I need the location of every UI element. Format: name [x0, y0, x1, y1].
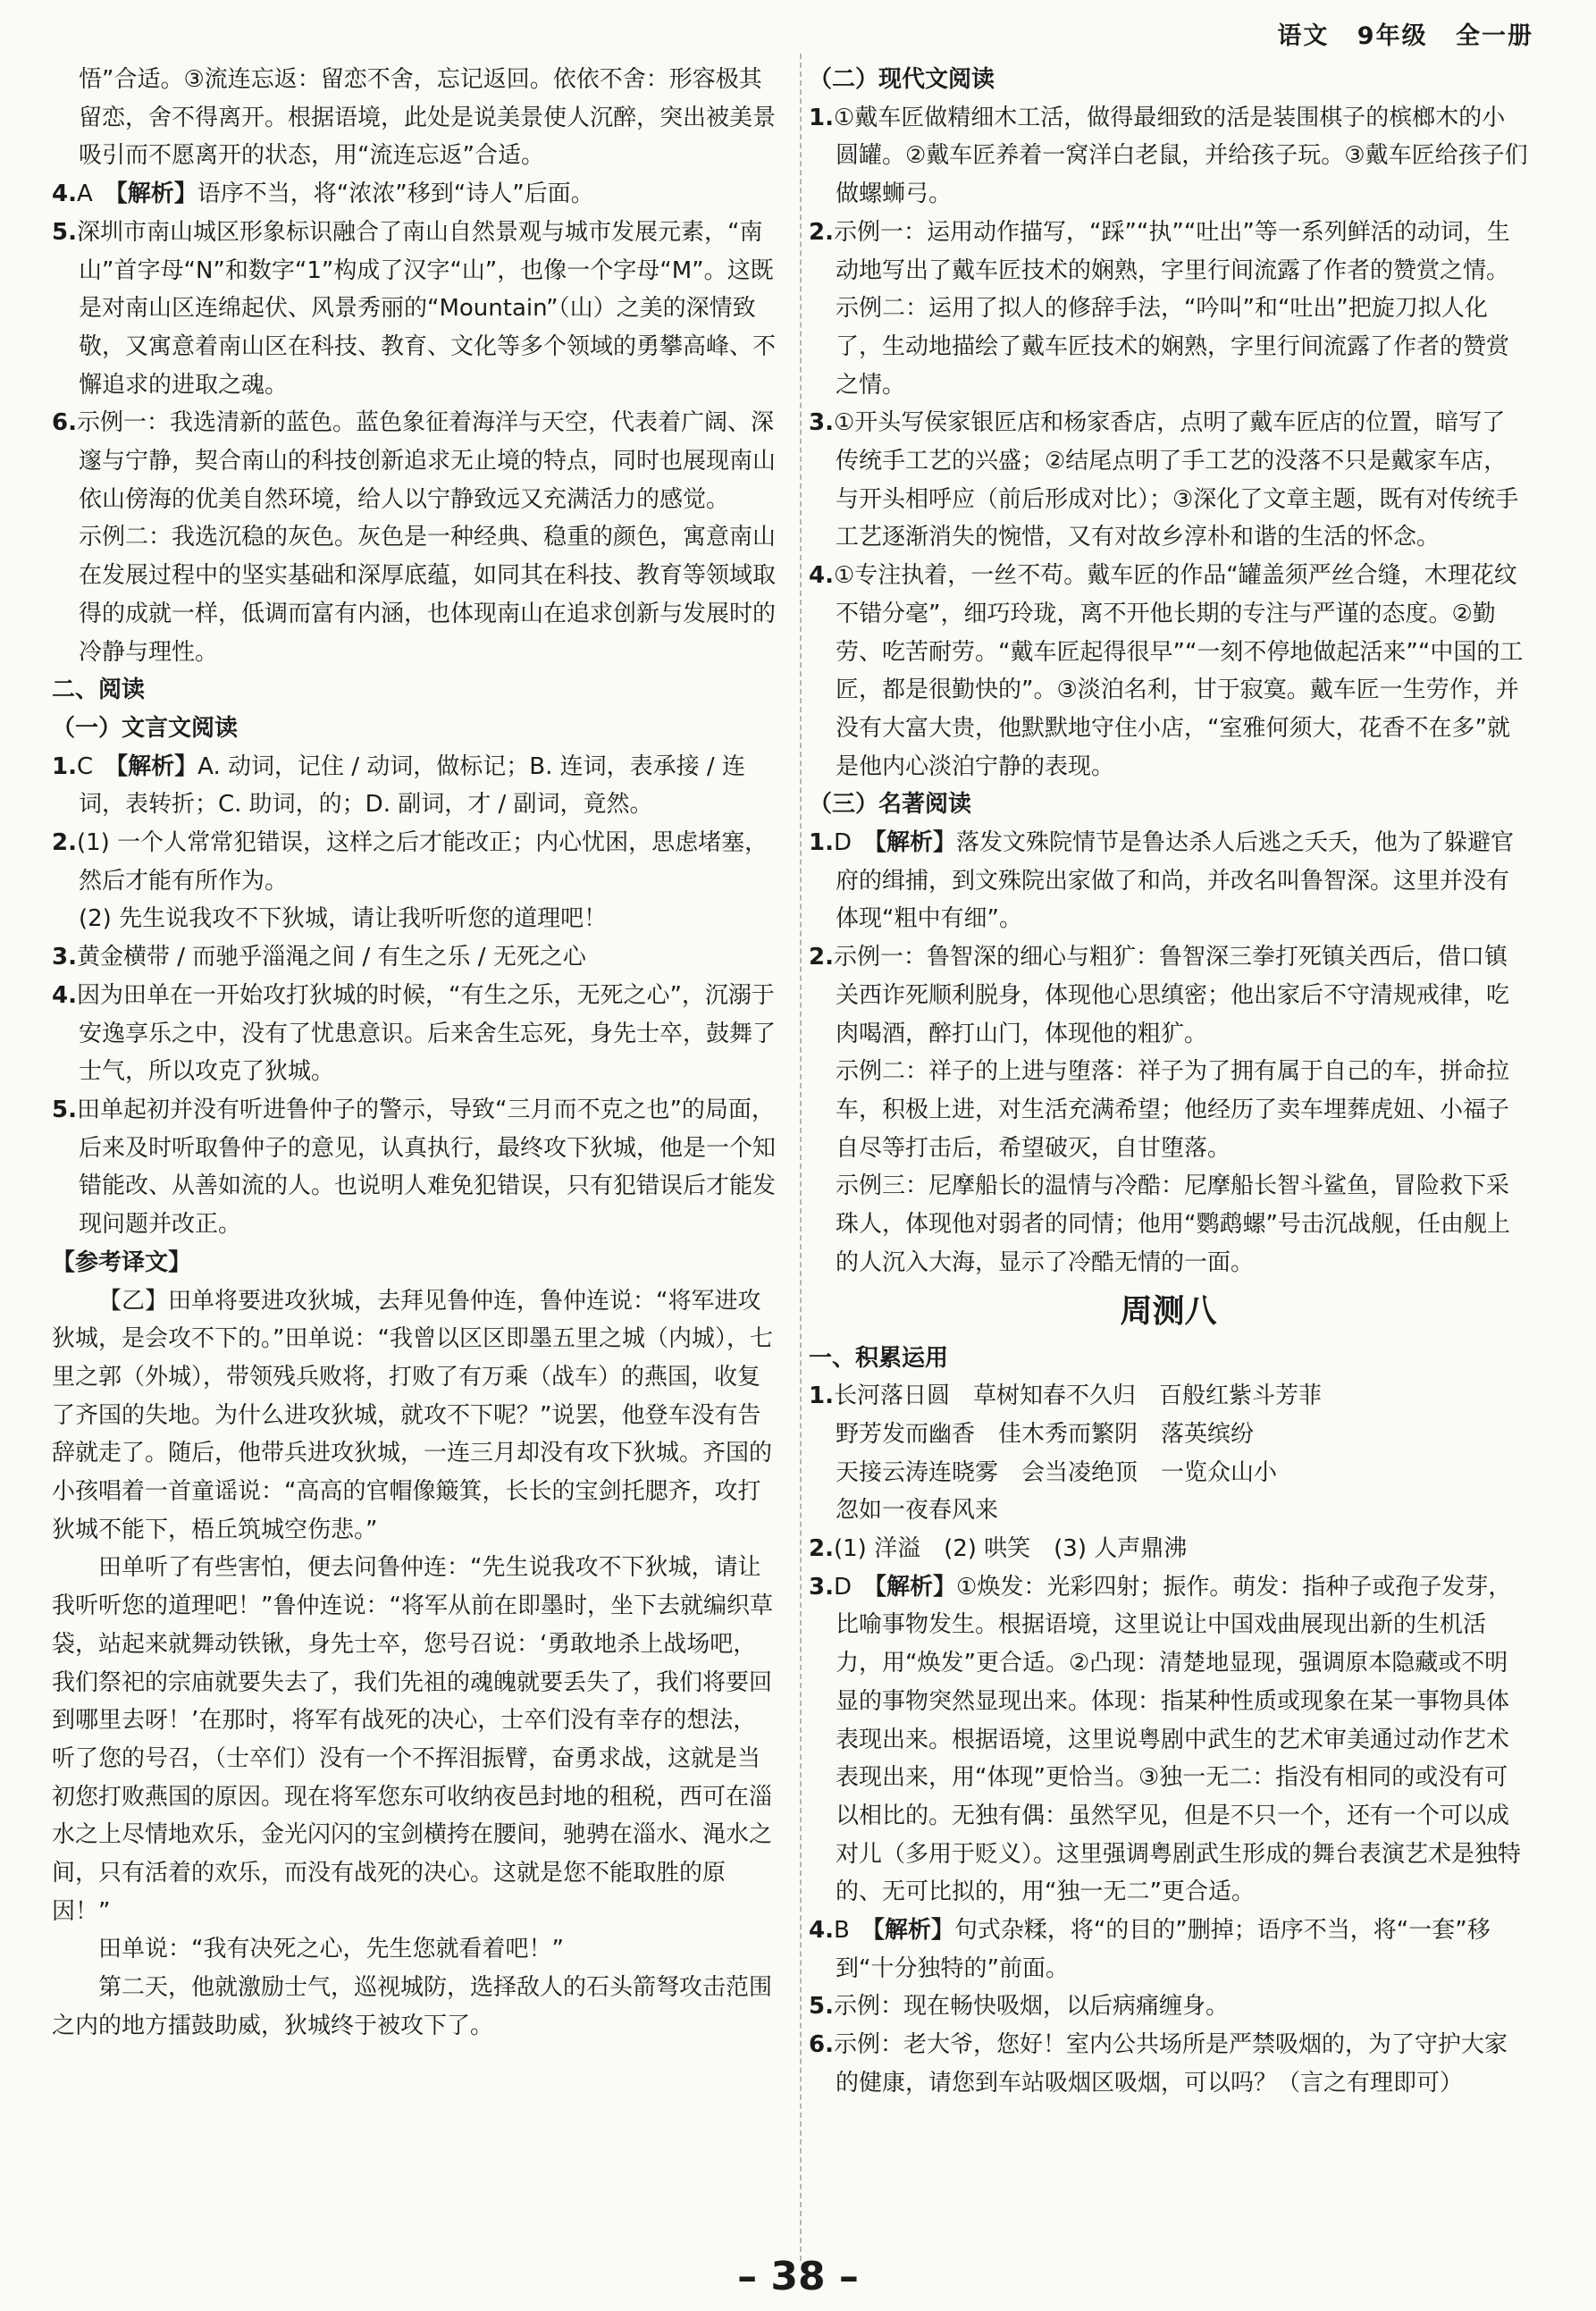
reference-translation-title: 【参考译文】 — [52, 1248, 192, 1276]
section-reading: 二、阅读 — [52, 676, 146, 704]
translation-para-4: 第二天，他就激励士气，巡视城防，选择敌人的石头箭弩攻击范围之内的地方擂鼓助威，狄城终于被攻下了。 — [52, 1974, 773, 2039]
answer-6: 6.示例一：我选清新的蓝色。蓝色象征着海洋与天空，代表着广阔、深邃与宁静，契合南山的科技创新追求无止境的特点，同时也展现南山依山傍海的优美自然环境，给人以宁静致远又充满活力的感觉。 — [52, 409, 777, 513]
left-column — [52, 61, 776, 2046]
answer-5: 5.深圳市南山城区形象标识融合了南山自然景观与城市发展元素，“南山”首字母“N”和数字“1”构成了汉字“山”，也像一个字母“M”。这既是对南山区连绵起伏、风景秀丽的“Mountain”（山）之美的深情致敬，又寓意着南山区在科技、教育、文化等多个领域的勇攀高峰、不懈追求的进取之魂。 — [52, 218, 777, 399]
answer-4: 4.A 【解析】语序不当，将“浓浓”移到“诗人”后面。 — [52, 181, 594, 208]
classics-answer-1: 1.D 【解析】落发文殊院情节是鲁达杀人后逃之夭夭，他为了躲避官府的缉捕，到文殊院出家做了和尚，并改名叫鲁智深。这里并没有体现“粗中有细”。 — [809, 829, 1515, 933]
section-accumulation: 一、积累运用 — [809, 1344, 949, 1372]
classical-answer-3: 3.黄金横带 / 而驰乎淄渑之间 / 有生之乐 / 无死之心 — [52, 944, 586, 971]
poem-line-3: 天接云涛连晓雾 会当凌绝顶 一览众山小 — [836, 1458, 1278, 1486]
modern-answer-2b: 示例二：运用了拟人的修辞手法，“吟叫”和“吐出”把旋刀拟人化了，生动地描绘了戴车匠技术的娴熟，字里行间流露了作者的赞赏之情。 — [836, 295, 1510, 399]
grade-label: 9年级 — [1357, 22, 1428, 50]
page-number: – 38 – — [737, 2254, 859, 2299]
volume-label: 全一册 — [1456, 22, 1533, 50]
accumulation-answer-3: 3.D 【解析】①焕发：光彩四射；振作。萌发：指种子或孢子发芽，比喻事物发生。根据语境，这里说让中国戏曲展现出新的生机活力，用“焕发”更合适。②凸现：清楚地显现，强调原本隐藏或不明显的事物突然显现出来。体现：指某种性质或现象在某一事物具体表现出来。根据语境，这里说粤剧中武生的艺术审美通过动作艺术表现出来，用“体现”更恰当。③独一无二：指没有相同的或没有可以相比的。无独有偶：虽然罕见，但是不只一个，还有一个可以成对儿（多用于贬义）。这里强调粤剧武生形成的舞台表演艺术是独特的、无可比拟的，用“独一无二”更合适。 — [809, 1573, 1522, 1906]
accumulation-answer-4: 4.B 【解析】句式杂糅，将“的目的”删掉；语序不当，将“一套”移到“十分独特的”前面。 — [809, 1917, 1491, 1982]
subsection-classics: （三）名著阅读 — [809, 791, 972, 819]
continued-answer: 悟”合适。③流连忘返：留恋不舍，忘记返回。依依不舍：形容极其留恋，舍不得离开。根据语境，此处是说美景使人沉醉，突出被美景吸引而不愿离开的状态，用“流连忘返”合适。 — [79, 66, 777, 170]
column-divider — [800, 54, 802, 2261]
subsection-classical: （一）文言文阅读 — [52, 714, 239, 742]
right-column — [809, 61, 1528, 2103]
weekly-test-title: 周测八 — [1120, 1291, 1217, 1330]
classics-answer-2c: 示例三：尼摩船长的温情与冷酷：尼摩船长智斗鲨鱼，冒险救下采珠人，体现他对弱者的同情；他用“鹦鹉螺”号击沉战舰，任由舰上的人沉入大海，显示了冷酷无情的一面。 — [836, 1172, 1510, 1276]
subsection-modern: （二）现代文阅读 — [809, 66, 995, 93]
accumulation-answer-2: 2.(1) 洋溢 (2) 哄笑 (3) 人声鼎沸 — [809, 1535, 1188, 1563]
translation-para-1: 【乙】田单将要进攻狄城，去拜见鲁仲连，鲁仲连说：“将军进攻狄城，是会攻不下的。”田单说：“我曾以区区即墨五里之城（内城），七里之郭（外城），带领残兵败将，打败了有万乘（战车）的燕国，收复了齐国的失地。为什么进攻狄城，就攻不下呢？”说罢，他登车没有告辞就走了。随后，他带兵进攻狄城，一连三月却没有攻下狄城。齐国的小孩唱着一首童谣说：“高高的官帽像簸箕，长长的宝剑托腮齐，攻打狄城不能下，梧丘筑城空伤悲。” — [52, 1287, 773, 1543]
page-header — [1259, 16, 1533, 51]
classics-answer-2: 2.示例一：鲁智深的细心与粗犷：鲁智深三拳打死镇关西后，借口镇关西诈死顺利脱身，体现他心思缜密；他出家后不守清规戒律，吃肉喝酒，醉打山门，体现他的粗犷。 — [809, 944, 1510, 1047]
classical-answer-2b: (2) 先生说我攻不下狄城，请让我听听您的道理吧！ — [79, 905, 608, 933]
subject-label: 语文 — [1277, 22, 1330, 50]
classical-answer-4: 4.因为田单在一开始攻打狄城的时候，“有生之乐，无死之心”，沉溺于安逸享乐之中，没有了忧患意识。后来舍生忘死，身先士卒，鼓舞了士气，所以攻克了狄城。 — [52, 981, 777, 1086]
modern-answer-3: 3.①开头写侯家银匠店和杨家香店，点明了戴车匠店的位置，暗写了传统手工艺的兴盛；②结尾点明了手工艺的没落不只是戴家车店，与开头相呼应（前后形成对比）；③深化了文章主题，既有对传统手工艺逐渐消失的惋惜，又有对故乡淳朴和谐的生活的怀念。 — [809, 409, 1519, 551]
poem-line-2: 野芳发而幽香 佳木秀而繁阴 落英缤纷 — [836, 1420, 1255, 1448]
modern-answer-4: 4.①专注执着，一丝不苟。戴车匠的作品“罐盖须严丝合缝，木理花纹不错分毫”，细巧玲珑，离不开他长期的专注与严谨的态度。②勤劳、吃苦耐劳。“戴车匠起得很早”“一刻不停地做起活来”“中国的工匠，都是很勤快的”。③淡泊名利，甘于寂寞。戴车匠一生劳作，并没有大富大贵，他默默地守住小店，“室雅何须大，花香不在多”就是他内心淡泊宁静的表现。 — [809, 562, 1524, 780]
modern-answer-1: 1.①戴车匠做精细木工活，做得最细致的活是装围棋子的槟榔木的小圆罐。②戴车匠养着一窝洋白老鼠，并给孩子玩。③戴车匠给孩子们做螺蛳弓。 — [809, 104, 1528, 208]
classical-answer-2: 2.(1) 一个人常常犯错误，这样之后才能改正；内心忧困，思虑堵塞，然后才能有所作为。 — [52, 829, 769, 895]
modern-answer-2: 2.示例一：运用动作描写，“踩”“执”“吐出”等一系列鲜活的动词，生动地写出了戴车匠技术的娴熟，字里行间流露了作者的赞赏之情。 — [809, 218, 1510, 284]
translation-para-3: 田单说：“我有决死之心，先生您就看着吧！” — [98, 1936, 564, 1963]
accumulation-answer-1: 1.长河落日圆 草树知春不久归 百般红紫斗芳菲 — [809, 1382, 1322, 1410]
answer-6-example-2: 示例二：我选沉稳的灰色。灰色是一种经典、稳重的颜色，寓意南山在发展过程中的坚实基础和深厚底蕴，如同其在科技、教育等领域取得的成就一样，低调而富有内涵，也体现南山在追求创新与发展时的冷静与理性。 — [79, 524, 777, 666]
translation-para-2: 田单听了有些害怕，便去问鲁仲连：“先生说我攻不下狄城，请让我听听您的道理吧！”鲁仲连说：“将军从前在即墨时，坐下去就编织草袋，站起来就舞动铁锹，身先士卒，您号召说：‘勇敢地杀上战场吧，我们祭祀的宗庙就要失去了，我们先祖的魂魄就要丢失了，我们将要回到哪里去呀！’在那时，将军有战死的决心，士卒们没有幸存的想法，听了您的号召，（士卒们）没有一个不挥泪振臂，奋勇求战，这就是当初您打败燕国的原因。现在将军您东可收纳夜邑封地的租税，西可在淄水之上尽情地欢乐，金光闪闪的宝剑横挎在腰间，驰骋在淄水、渑水之间，只有活着的欢乐，而没有战死的决心。这就是您不能取胜的原因！” — [52, 1554, 773, 1925]
classics-answer-2b: 示例二：祥子的上进与堕落：祥子为了拥有属于自己的车，拼命拉车，积极上进，对生活充满希望；他经历了卖车埋葬虎妞、小福子自尽等打击后，希望破灭，自甘堕落。 — [836, 1058, 1510, 1162]
accumulation-answer-5: 5.示例：现在畅快吸烟，以后病痛缠身。 — [809, 1993, 1229, 2021]
accumulation-answer-6: 6.示例：老大爷，您好！室内公共场所是严禁吸烟的，为了守护大家的健康，请您到车站吸烟区吸烟，可以吗？（言之有理即可） — [809, 2031, 1508, 2097]
poem-line-4: 忽如一夜春风来 — [836, 1497, 999, 1525]
classical-answer-1: 1.C 【解析】A. 动词，记住 / 动词，做标记；B. 连词，表承接 / 连词，表转折；C. 助词，的；D. 副词，才 / 副词，竟然。 — [52, 752, 745, 819]
classical-answer-5: 5.田单起初并没有听进鲁仲子的警示，导致“三月而不克之也”的局面，后来及时听取鲁仲子的意见，认真执行，最终攻下狄城，他是一个知错能改、从善如流的人。也说明人难免犯错误，只有犯错误后才能发现问题并改正。 — [52, 1096, 777, 1239]
